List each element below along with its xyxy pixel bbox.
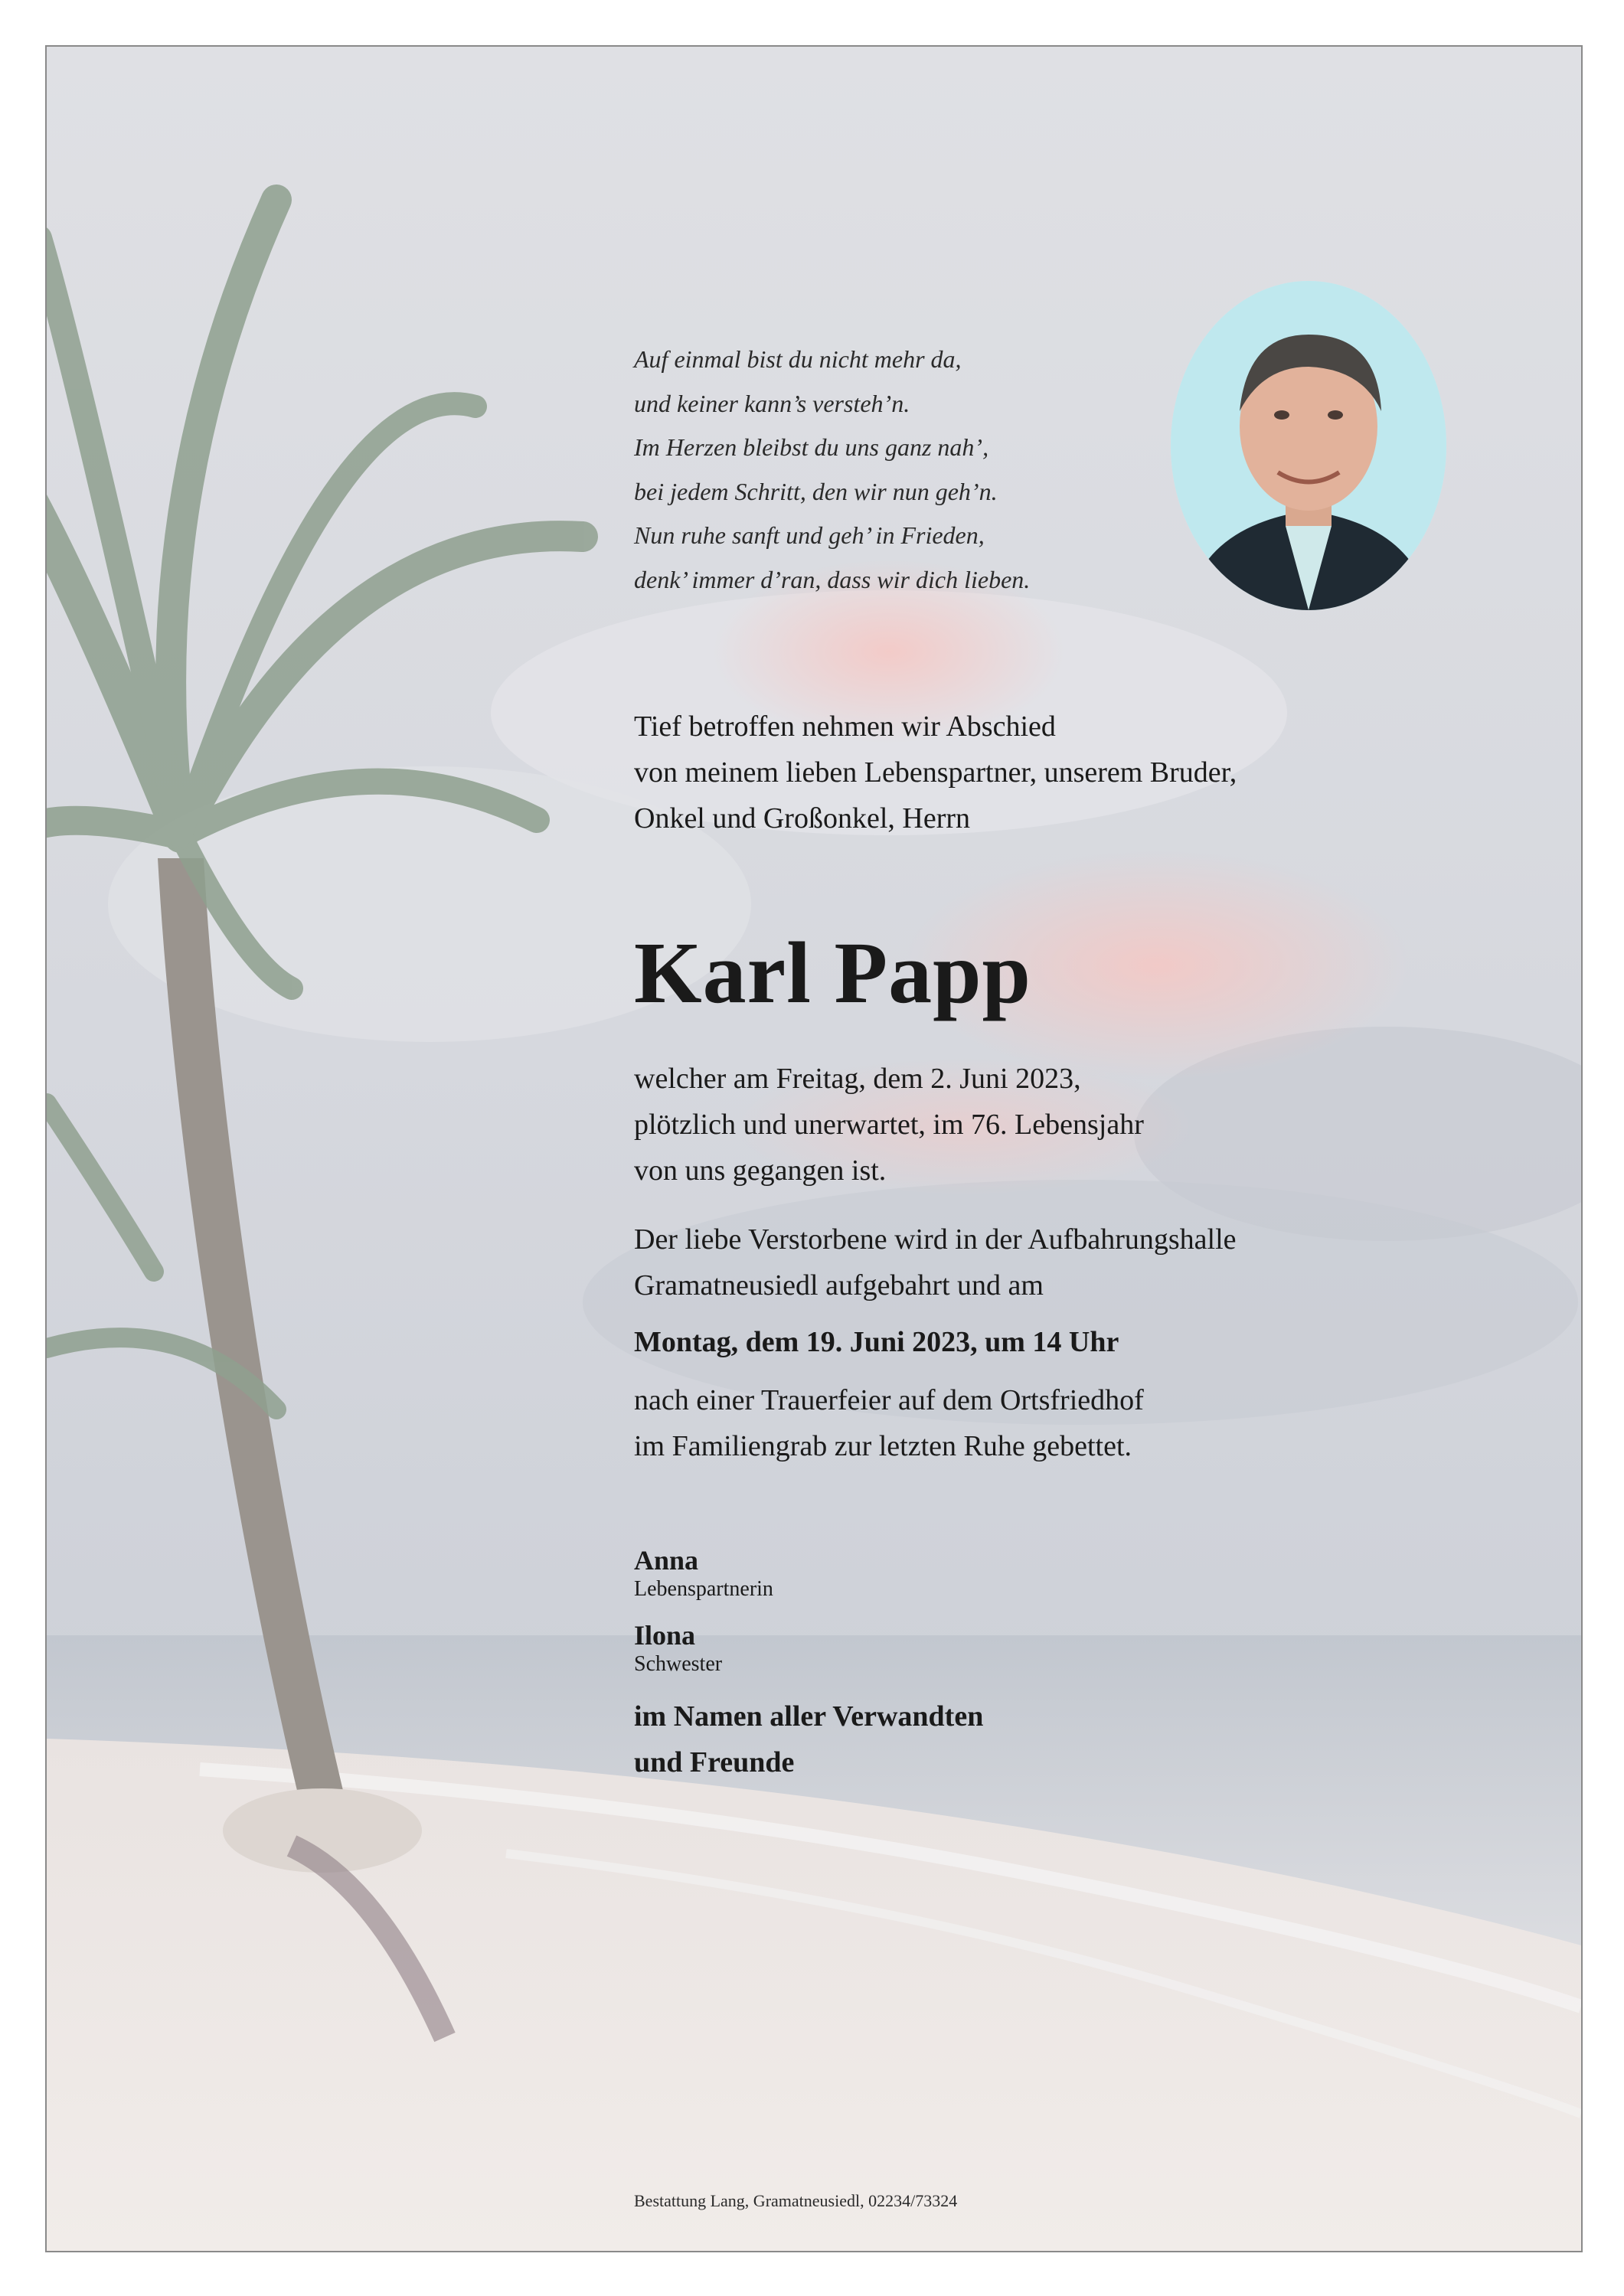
mourner-name: Ilona bbox=[634, 1620, 696, 1651]
mourners-list bbox=[634, 1543, 983, 1785]
funeral-info bbox=[634, 1377, 1144, 1469]
mourner-role: Schwester bbox=[634, 1652, 723, 1676]
mourner-name: Anna bbox=[634, 1545, 699, 1576]
notice-line: von uns gegangen ist. bbox=[634, 1155, 887, 1187]
poem-line: bei jedem Schritt, den wir nun geh’n. bbox=[634, 477, 998, 505]
viewing-line: Der liebe Verstorbene wird in der Aufbahrungshalle bbox=[634, 1223, 1237, 1256]
viewing-line: Gramatneusiedl aufgebahrt und am bbox=[634, 1269, 1044, 1302]
death-notice bbox=[634, 1056, 1144, 1194]
funeral-home-footer: Bestattung Lang, Gramatneusiedl, 02234/73324 bbox=[634, 2191, 958, 2210]
intro-line: Onkel und Großonkel, Herrn bbox=[634, 802, 971, 834]
deceased-name: Karl Papp bbox=[634, 924, 1031, 1021]
notice-line: welcher am Freitag, dem 2. Juni 2023, bbox=[634, 1063, 1081, 1095]
poem-line: Nun ruhe sanft und geh’ in Frieden, bbox=[634, 521, 985, 549]
poem-line: und keiner kann’s versteh’n. bbox=[634, 389, 910, 417]
funeral-line: nach einer Trauerfeier auf dem Ortsfriedhof bbox=[634, 1384, 1144, 1416]
closing-line: im Namen aller Verwandten bbox=[634, 1700, 984, 1733]
intro-line: Tief betroffen nehmen wir Abschied bbox=[634, 710, 1056, 743]
intro-line: von meinem lieben Lebenspartner, unserem Bruder, bbox=[634, 756, 1237, 789]
poem-line: Auf einmal bist du nicht mehr da, bbox=[634, 345, 962, 373]
mourner-role: Lebenspartnerin bbox=[634, 1577, 773, 1601]
memorial-poem bbox=[634, 338, 1185, 602]
closing-line: und Freunde bbox=[634, 1746, 795, 1778]
notice-line: plötzlich und unerwartet, im 76. Lebensjahr bbox=[634, 1109, 1144, 1141]
portrait-photo bbox=[1171, 281, 1446, 610]
funeral-line: im Familiengrab zur letzten Ruhe gebettet. bbox=[634, 1430, 1132, 1462]
viewing-info bbox=[634, 1217, 1237, 1308]
farewell-intro bbox=[634, 704, 1237, 841]
funeral-date: Montag, dem 19. Juni 2023, um 14 Uhr bbox=[634, 1326, 1119, 1358]
obituary-card bbox=[45, 45, 1583, 2252]
poem-line: Im Herzen bleibst du uns ganz nah’, bbox=[634, 433, 989, 461]
poem-line: denk’ immer d’ran, dass wir dich lieben. bbox=[634, 565, 1031, 593]
